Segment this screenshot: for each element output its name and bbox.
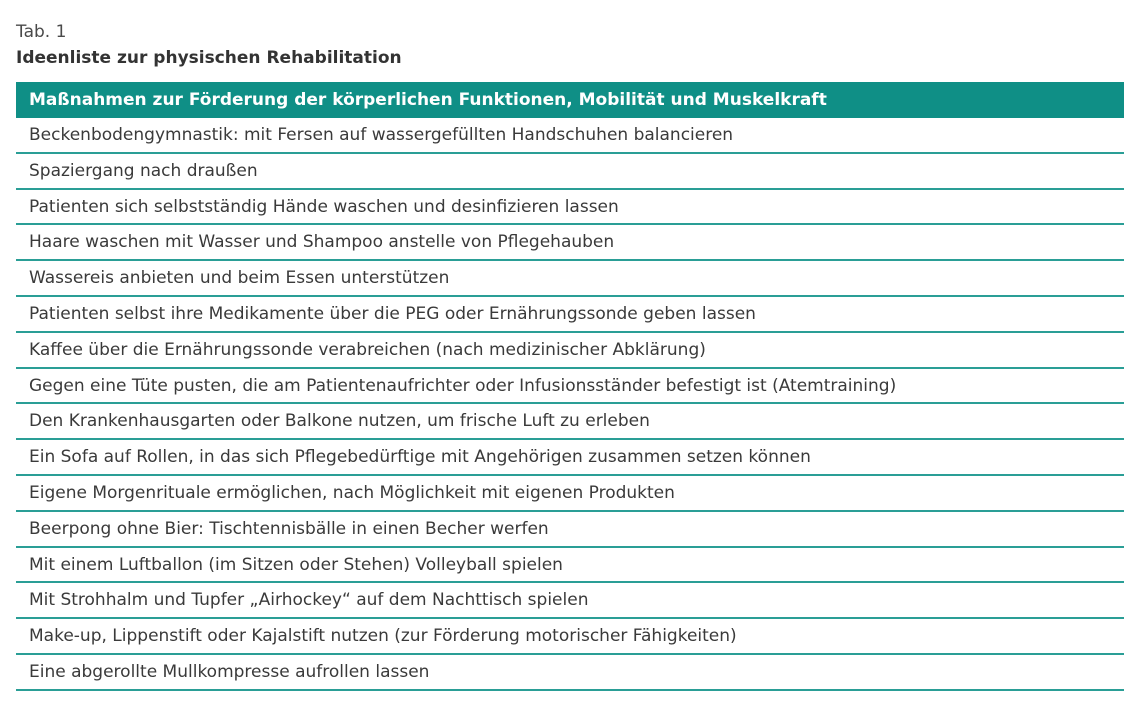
table-row: Haare waschen mit Wasser und Shampoo anstelle von Pflegehauben [16,225,1124,261]
ideas-table [16,82,1124,691]
tab-label: Tab. 1 [16,22,67,42]
table-row: Patienten selbst ihre Medikamente über die PEG oder Ernährungssonde geben lassen [16,297,1124,333]
table-header: Maßnahmen zur Förderung der körperlichen Funktionen, Mobilität und Muskelkraft [16,82,1124,118]
table-row: Gegen eine Tüte pusten, die am Patientenaufrichter oder Infusionsständer befestigt ist (Atemtraining) [16,369,1124,405]
table-row: Mit Strohhalm und Tupfer „Airhockey“ auf dem Nachttisch spielen [16,583,1124,619]
table-row: Ein Sofa auf Rollen, in das sich Pflegebedürftige mit Angehörigen zusammen setzen können [16,440,1124,476]
table-row: Beerpong ohne Bier: Tischtennisbälle in einen Becher werfen [16,512,1124,548]
table-row: Wassereis anbieten und beim Essen unterstützen [16,261,1124,297]
table-row: Kaffee über die Ernährungssonde verabreichen (nach medizinischer Abklärung) [16,333,1124,369]
table-title: Ideenliste zur physischen Rehabilitation [16,48,402,68]
table-row: Den Krankenhausgarten oder Balkone nutzen, um frische Luft zu erleben [16,404,1124,440]
table-row: Make-up, Lippenstift oder Kajalstift nutzen (zur Förderung motorischer Fähigkeiten) [16,619,1124,655]
table-row: Beckenbodengymnastik: mit Fersen auf wassergefüllten Handschuhen balancieren [16,118,1124,154]
table-row: Eine abgerollte Mullkompresse aufrollen lassen [16,655,1124,691]
table-row: Spaziergang nach draußen [16,154,1124,190]
table-row: Mit einem Luftballon (im Sitzen oder Stehen) Volleyball spielen [16,548,1124,584]
table-row: Eigene Morgenrituale ermöglichen, nach Möglichkeit mit eigenen Produkten [16,476,1124,512]
table-row: Patienten sich selbstständig Hände waschen und desinfizieren lassen [16,190,1124,226]
